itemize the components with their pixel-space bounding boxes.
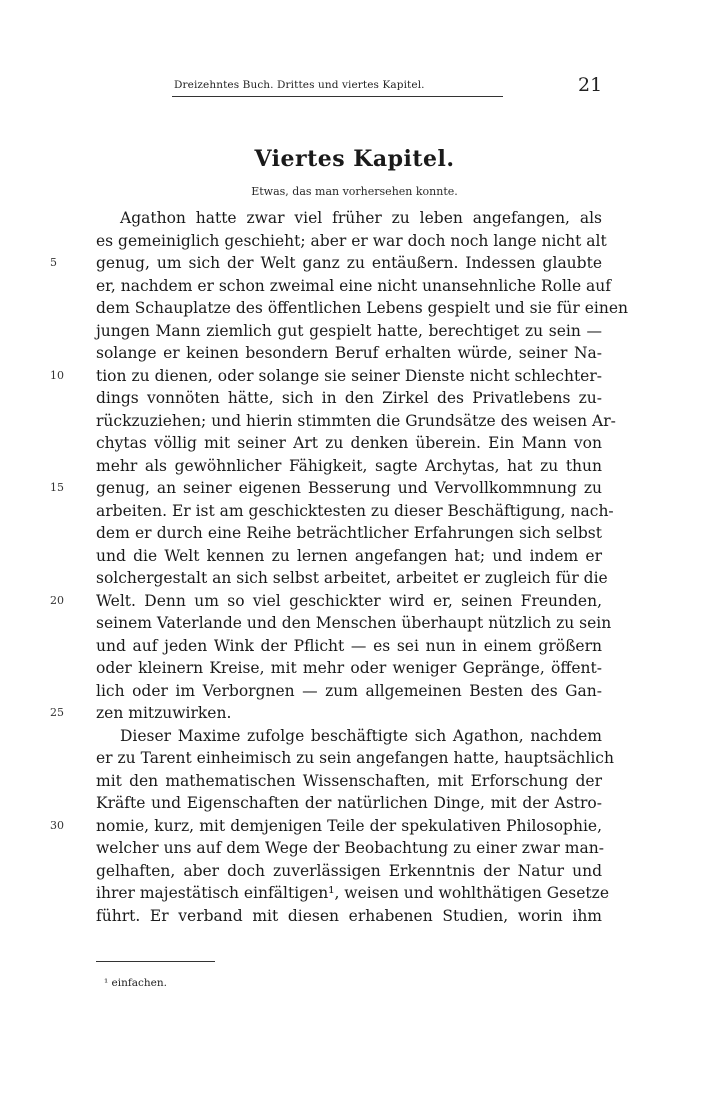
text-line <box>96 230 607 253</box>
header-rule <box>172 96 503 97</box>
text-line <box>96 770 602 793</box>
line-text: rückzuziehen; und hierin stimmten die Grundsätze des weisen Ar- <box>96 411 616 430</box>
text-line <box>96 522 602 545</box>
line-text: nomie, kurz, mit demjenigen Teile der spekulativen Philosophie, <box>96 816 602 835</box>
line-number: 15 <box>50 481 64 494</box>
text-line <box>96 207 602 230</box>
text-line <box>96 612 612 635</box>
running-head: Dreizehntes Buch. Drittes und viertes Kapitel. <box>174 79 425 91</box>
text-line <box>96 860 602 883</box>
line-number: 10 <box>50 368 64 382</box>
text-line <box>50 365 602 388</box>
line-number: 20 <box>50 593 64 607</box>
text-line <box>50 477 602 500</box>
line-text: es gemeiniglich geschieht; aber er war doch noch lange nicht alt <box>96 231 607 250</box>
line-text: ihrer majestätisch einfältigen¹, weisen und wohlthätigen Gesetze <box>96 884 609 902</box>
text-line <box>96 635 602 658</box>
line-text: Welt. Denn um so viel geschickter wird er, seinen Freunden, <box>96 591 602 610</box>
line-text: dem er durch eine Reihe beträchtlicher Erfahrungen sich selbst <box>96 524 602 542</box>
line-text: jungen Mann ziemlich gut gespielt hatte, berechtiget zu sein — <box>96 321 602 340</box>
text-line <box>96 275 612 298</box>
line-text: dings vonnöten hätte, sich in den Zirkel des Privatlebens zu- <box>96 389 602 407</box>
line-text: er zu Tarent einheimisch zu sein angefangen hatte, hauptsächlich <box>96 749 614 767</box>
text-line <box>50 702 602 725</box>
chapter-title: Viertes Kapitel. <box>254 146 455 172</box>
line-text: gelhaften, aber doch zuverlässigen Erkenntnis der Natur und <box>96 861 602 880</box>
line-text: genug, um sich der Welt ganz zu entäußern. Indessen glaubte <box>96 254 602 272</box>
text-line <box>96 545 602 568</box>
line-text: lich oder im Verborgnen — zum allgemeinen Besten des Gan- <box>96 681 602 700</box>
line-number: 30 <box>50 818 64 832</box>
line-text: dem Schauplatze des öffentlichen Lebens gespielt und sie für einen <box>96 299 628 317</box>
text-line <box>96 725 602 748</box>
line-text: solchergestalt an sich selbst arbeitet, arbeitet er zugleich für die <box>96 569 608 587</box>
text-line <box>96 320 602 343</box>
chapter-subtitle: Etwas, das man vorhersehen konnte. <box>251 185 458 198</box>
page-number: 21 <box>578 74 603 96</box>
line-text: mit den mathematischen Wissenschaften, mit Erforschung der <box>96 771 602 790</box>
text-line <box>96 657 602 680</box>
text-line <box>96 455 602 478</box>
text-line <box>96 410 616 433</box>
text-line <box>96 432 602 455</box>
line-number: 5 <box>50 256 57 269</box>
body-text <box>50 207 628 927</box>
line-text: solange er keinen besondern Beruf erhalten würde, seiner Na- <box>96 344 602 362</box>
footnote: ¹ einfachen. <box>104 977 167 989</box>
line-text: welcher uns auf dem Wege der Beobachtung zu einer zwar man- <box>96 839 604 857</box>
text-line <box>96 905 602 928</box>
line-text: genug, an seiner eigenen Besserung und Vervollkommnung zu <box>96 479 602 497</box>
line-text: mehr als gewöhnlicher Fähigkeit, sagte Archytas, hat zu thun <box>96 456 602 475</box>
text-line <box>96 567 608 590</box>
text-line <box>50 815 602 838</box>
line-number: 25 <box>50 706 64 719</box>
line-text: Agathon hatte zwar viel früher zu leben angefangen, als <box>120 209 602 227</box>
line-text: Kräfte und Eigenschaften der natürlichen Dinge, mit der Astro- <box>96 794 602 812</box>
line-text: tion zu dienen, oder solange sie seiner Dienste nicht schlechter- <box>96 366 602 385</box>
text-line <box>96 387 602 410</box>
text-line <box>96 792 602 815</box>
line-text: Dieser Maxime zufolge beschäftigte sich Agathon, nachdem <box>120 726 602 745</box>
text-line <box>96 747 614 770</box>
line-text: zen mitzuwirken. <box>96 704 232 722</box>
text-line <box>50 590 602 613</box>
text-line <box>50 252 602 275</box>
text-line <box>96 882 609 905</box>
text-line <box>96 297 628 320</box>
line-text: arbeiten. Er ist am geschicktesten zu dieser Beschäftigung, nach- <box>96 501 614 520</box>
text-line <box>96 837 602 860</box>
line-text: und auf jeden Wink der Pflicht — es sei nun in einem größern <box>96 636 602 655</box>
line-text: führt. Er verband mit diesen erhabenen Studien, worin ihm <box>96 906 602 925</box>
text-line <box>96 342 602 365</box>
text-line <box>96 500 614 523</box>
line-text: oder kleinern Kreise, mit mehr oder weniger Gepränge, öffent- <box>96 659 602 677</box>
line-text: seinem Vaterlande und den Menschen überhaupt nützlich zu sein <box>96 614 612 632</box>
footnote-rule <box>96 961 215 962</box>
line-text: chytas völlig mit seiner Art zu denken überein. Ein Mann von <box>96 434 602 452</box>
text-line <box>96 680 602 703</box>
line-text: er, nachdem er schon zweimal eine nicht unansehnliche Rolle auf <box>96 276 612 295</box>
line-text: und die Welt kennen zu lernen angefangen hat; und indem er <box>96 546 602 565</box>
